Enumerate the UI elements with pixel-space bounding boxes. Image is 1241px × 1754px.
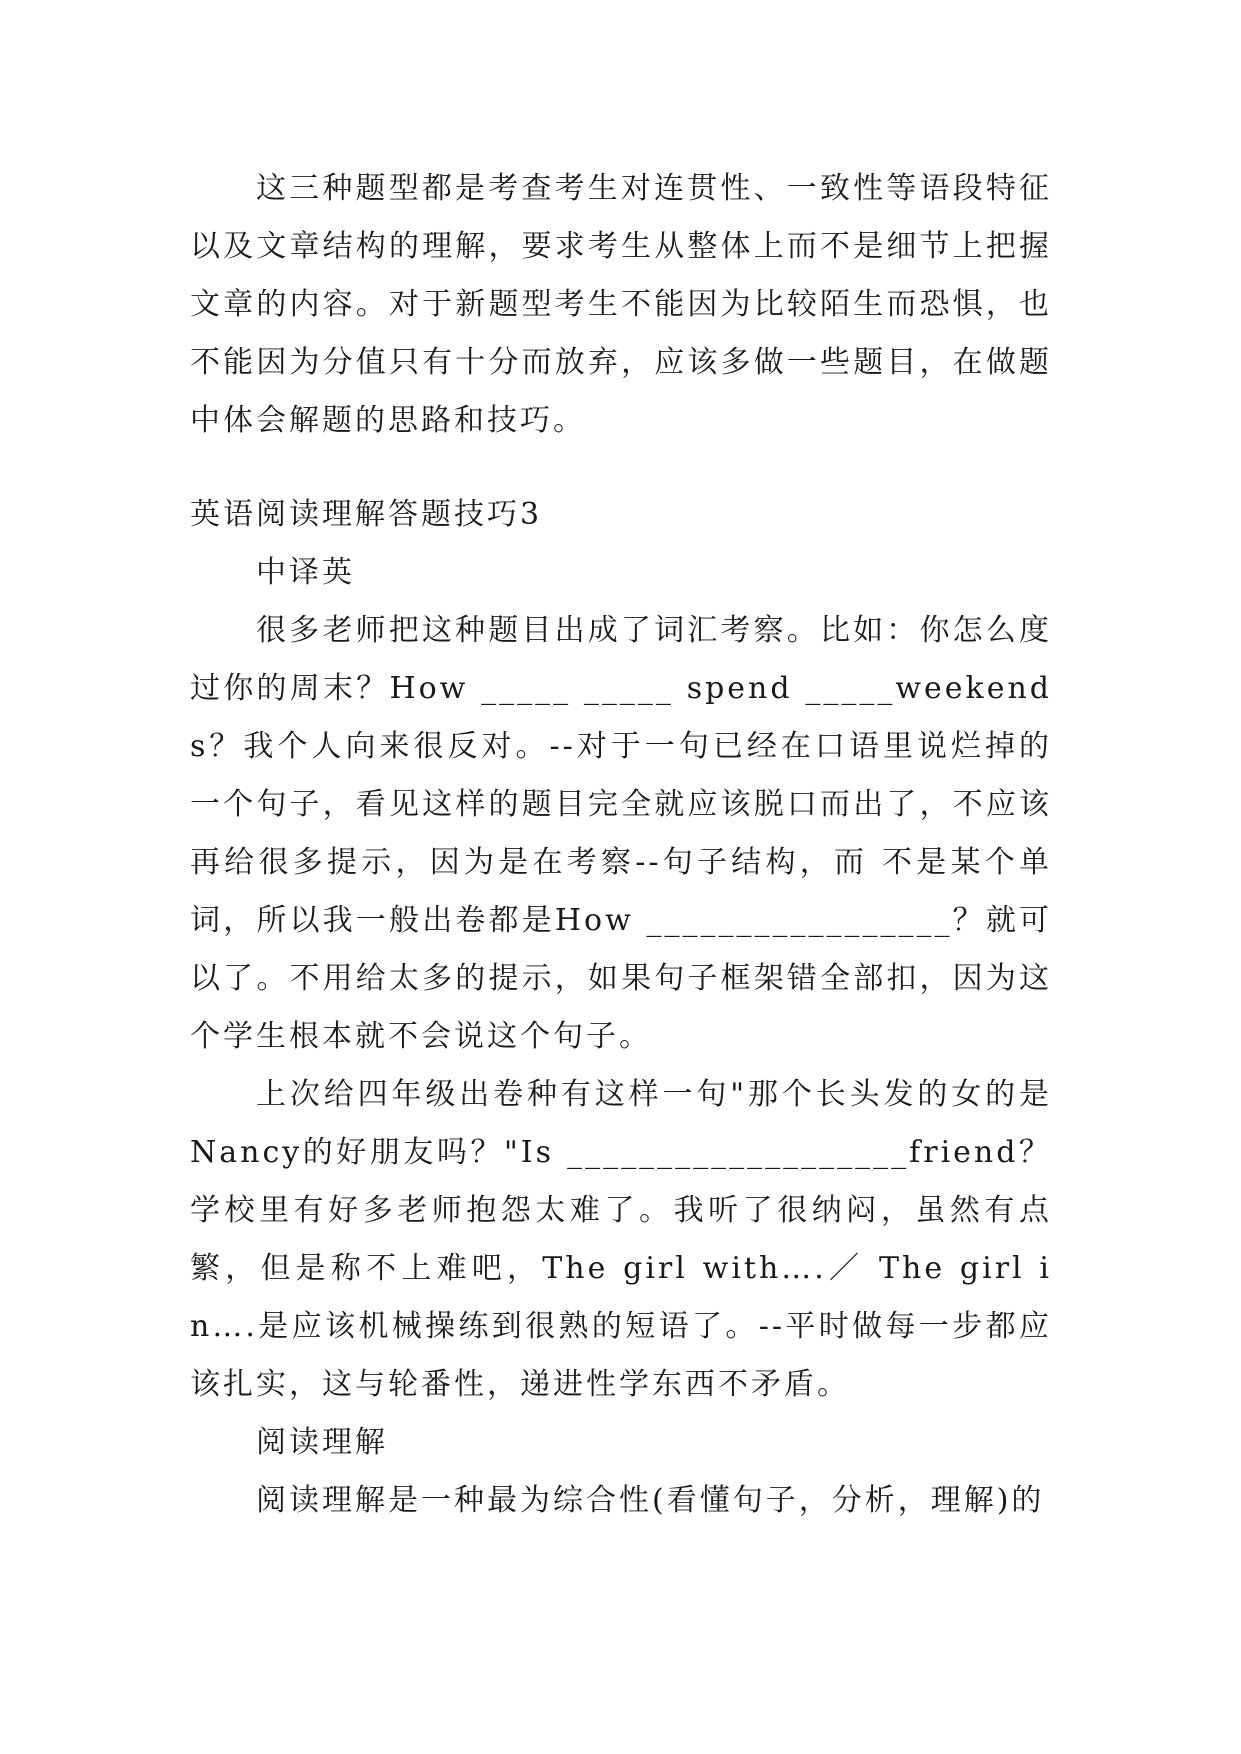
paragraph-grade-four-example: 上次给四年级出卷种有这样一句"那个长头发的女的是Nancy的好朋友吗？"Is ___________________friend？学校里有好多老师抱怨太难了。我听了很纳闷，虽然有点繁，但是称不上难吧，The girl with….／ The girl in….是应该机械操练到很熟的短语了。--平时做每一步都应该扎实，这与轮番性，递进性学东西不矛盾。 (190, 1077, 1052, 1402)
subheading-reading-comprehension: 阅读理解 (256, 1425, 388, 1460)
paragraph-translation-advice: 很多老师把这种题目出成了词汇考察。比如：你怎么度过你的周末？How _____ _____ spend _____weekends？我个人向来很反对。--对于一句已经在口语里说烂掉的一个句子，看见这样的题目完全就应该脱口而出了，不应该再给很多提示，因为是在考察--句子结构，而 不是某个单词，所以我一般出卷都是How _________________？就可以了。不用给太多的提示，如果句子框架错全部扣，因为这个学生根本就不会说这个句子。 (190, 613, 1052, 1054)
paragraph-reading-comprehension: 阅读理解是一种最为综合性(看懂句子，分析，理解)的 (256, 1483, 1045, 1518)
subheading-translation: 中译英 (256, 555, 355, 590)
paragraph-question-types: 这三种题型都是考查考生对连贯性、一致性等语段特征以及文章结构的理解，要求考生从整体上而不是细节上把握文章的内容。对于新题型考生不能因为比较陌生而恐惧，也不能因为分值只有十分而放弃，应该多做一些题目，在做题中体会解题的思路和技巧。 (190, 171, 1052, 438)
paragraph-gap (190, 450, 1052, 486)
section-heading: 英语阅读理解答题技巧3 (190, 497, 543, 532)
document-page (190, 160, 1052, 1530)
